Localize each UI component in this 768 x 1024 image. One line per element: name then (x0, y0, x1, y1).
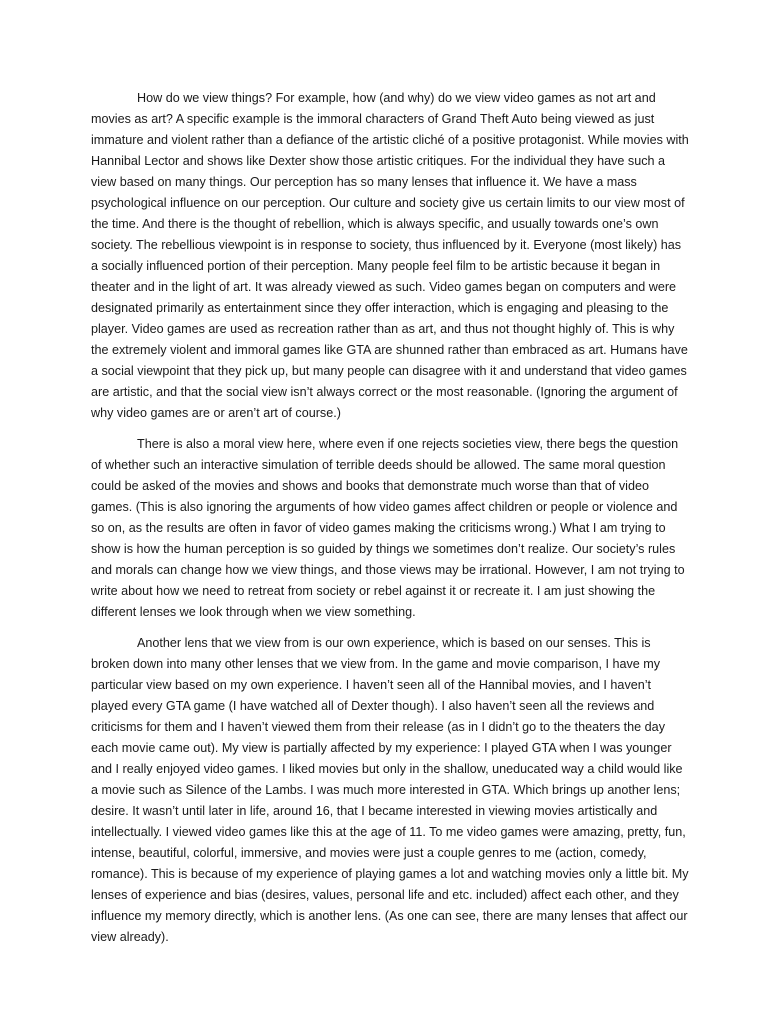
paragraph-2: There is also a moral view here, where even if one rejects societies view, there begs the question of whether such an interactive simulation of terrible deeds should be allowed. The same moral question could be asked of the movies and shows and books that demonstrate much worse than that of video games. (This is also ignoring the arguments of how video games affect children or people or violence and so on, as the results are often in favor of video games making the criticisms wrong.) What I am trying to show is how the human perception is so guided by things we sometimes don’t realize. Our society’s rules and morals can change how we view things, and those views may be irrational. However, I am not trying to write about how we need to retreat from society or rebel against it or recreate it. I am just showing the different lenses we look through when we view something. (91, 437, 685, 619)
document-body (91, 88, 691, 958)
paragraph-1: How do we view things? For example, how (and why) do we view video games as not art and movies as art? A specific example is the immoral characters of Grand Theft Auto being viewed as just immature and violent rather than a defiance of the artistic cliché of a positive protagonist. While movies with Hannibal Lector and shows like Dexter show those artistic critiques. For the individual they have such a view based on many things. Our perception has so many lenses that influence it. We have a mass psychological influence on our perception. Our culture and society give us certain limits to our view most of the time. And there is the thought of rebellion, which is always specific, and usually towards one’s own society. The rebellious viewpoint is in response to society, thus influenced by it. Everyone (most likely) has a socially influenced portion of their perception. Many people feel film to be artistic because it began in theater and in the light of art. It was already viewed as such. Video games began on computers and were designated primarily as entertainment since they offer interaction, which is engaging and pleasing to the player. Video games are used as recreation rather than as art, and thus not thought highly of. This is why the extremely violent and immoral games like GTA are shunned rather than embraced as art. Humans have a social viewpoint that they pick up, but many people can disagree with it and understand that video games are artistic, and that the social view isn’t always correct or the most reasonable. (Ignoring the argument of why video games are or aren’t art of course.) (91, 91, 689, 420)
paragraph-3: Another lens that we view from is our own experience, which is based on our senses. This is broken down into many other lenses that we view from. In the game and movie comparison, I have my particular view based on my own experience. I haven’t seen all of the Hannibal movies, and I haven’t played every GTA game (I have watched all of Dexter though). I also haven’t seen all the reviews and criticisms for them and I haven’t viewed them from their release (as in I didn’t go to the theaters the day each movie came out). My view is partially affected by my experience: I played GTA when I was younger and I really enjoyed video games. I liked movies but only in the shallow, uneducated way a child would like a movie such as Silence of the Lambs. I was much more interested in GTA. Which brings up another lens; desire. It wasn’t until later in life, around 16, that I became interested in viewing movies artistically and intellectually. I viewed video games like this at the age of 11. To me video games were amazing, pretty, fun, intense, beautiful, colorful, immersive, and movies were just a couple genres to me (action, comedy, romance). This is because of my experience of playing games a lot and watching movies only a little bit. My lenses of experience and bias (desires, values, personal life and etc. included) affect each other, and they influence my memory directly, which is another lens. (As one can see, there are many lenses that affect our view already). (91, 636, 689, 944)
